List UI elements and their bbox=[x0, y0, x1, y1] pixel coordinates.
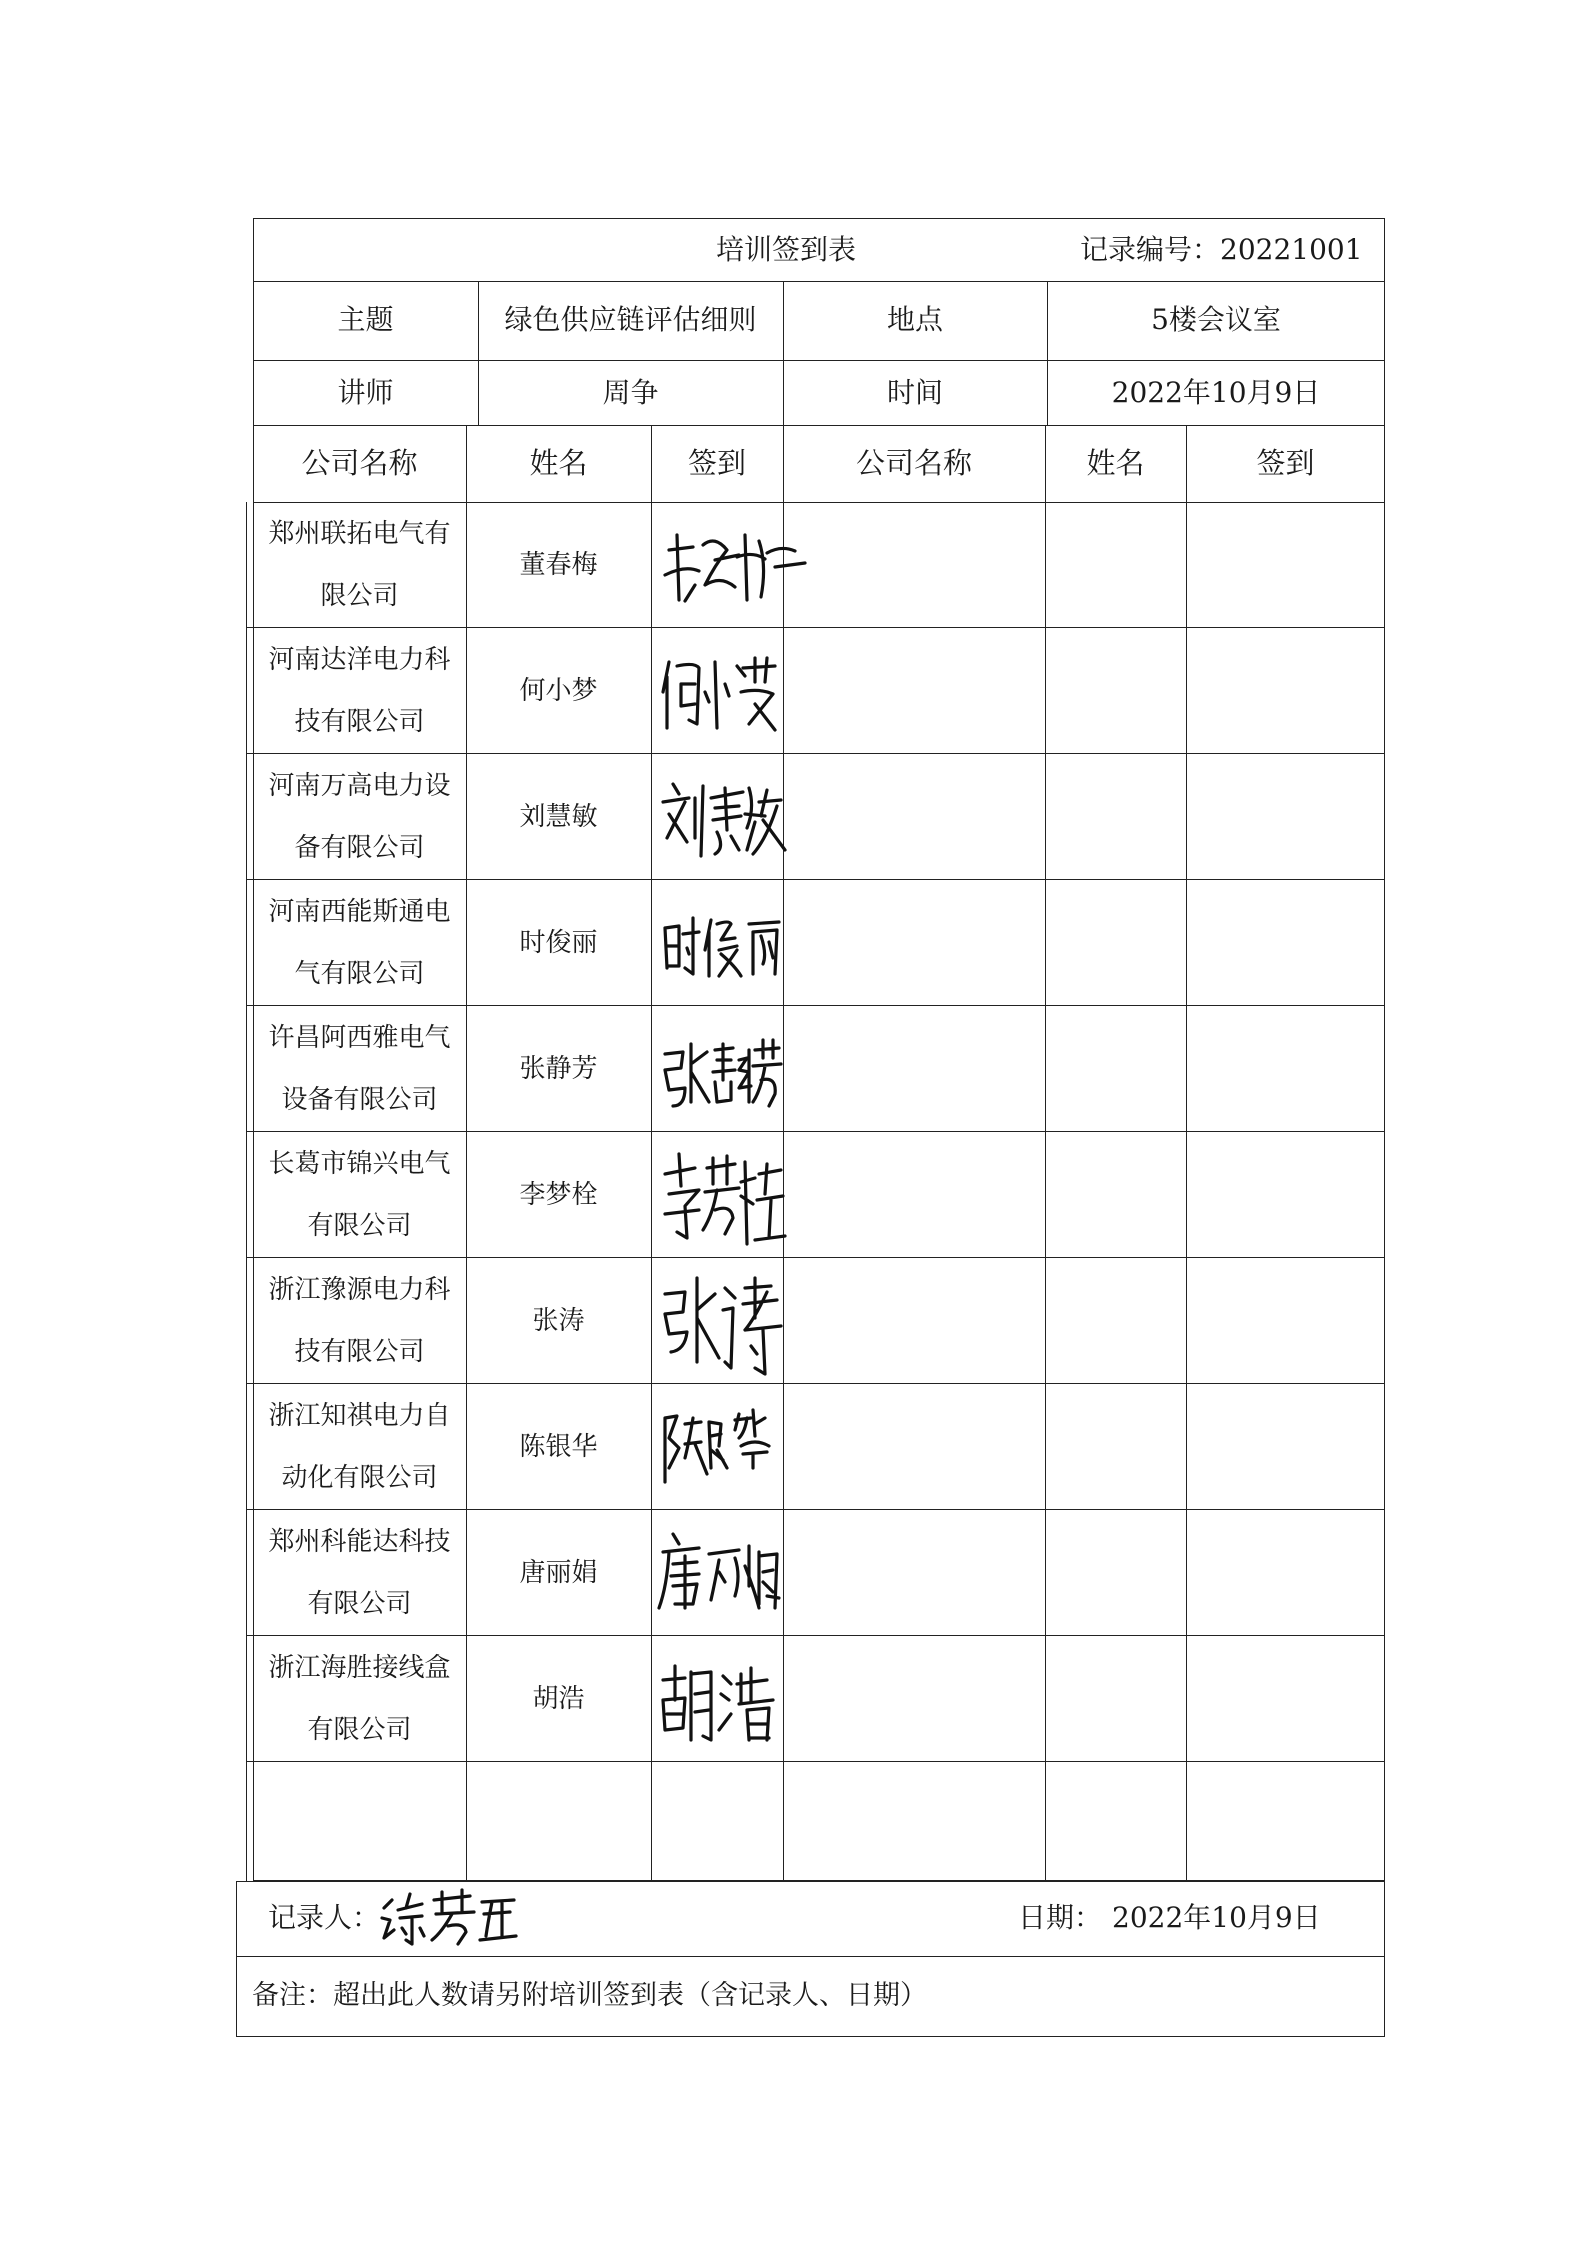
rule bbox=[246, 1509, 1385, 1510]
rule bbox=[246, 627, 1385, 628]
name-cell: 时俊丽 bbox=[519, 928, 598, 958]
rule bbox=[246, 1005, 1385, 1006]
signature-he-xiaomeng bbox=[655, 632, 785, 752]
rule bbox=[246, 1383, 1385, 1384]
signature-li-mengshuan bbox=[655, 1134, 785, 1264]
signature-dong-chunmei bbox=[655, 505, 815, 625]
topic-label: 主题 bbox=[337, 303, 394, 336]
rule bbox=[246, 1635, 1385, 1636]
rule bbox=[236, 1956, 1385, 1957]
rule bbox=[1045, 425, 1046, 1881]
company-cell: 浙江豫源电力科技有限公司 bbox=[268, 1275, 451, 1367]
recorder-label: 记录人： bbox=[268, 1901, 381, 1934]
signature-liu-huimin bbox=[655, 758, 795, 878]
column-header-signature: 签到 bbox=[687, 446, 746, 480]
rule bbox=[651, 425, 652, 1881]
page-title: 培训签到表 bbox=[716, 233, 857, 266]
rule bbox=[246, 879, 1385, 880]
rule bbox=[253, 425, 1385, 426]
rule bbox=[246, 1761, 1385, 1762]
name-cell: 张静芳 bbox=[519, 1054, 598, 1084]
rule bbox=[253, 281, 1385, 282]
rule bbox=[246, 502, 247, 1881]
column-header-company: 公司名称 bbox=[855, 446, 972, 480]
company-cell: 长葛市锦兴电气有限公司 bbox=[268, 1149, 451, 1241]
signature-xu-mengya bbox=[378, 1888, 518, 1948]
name-cell: 董春梅 bbox=[519, 550, 598, 580]
rule bbox=[253, 360, 1385, 361]
signature-shi-junli bbox=[655, 884, 785, 994]
name-cell: 张涛 bbox=[532, 1306, 585, 1336]
date-value: 2022年10月9日 bbox=[1112, 1901, 1321, 1934]
date-label: 日期： bbox=[1018, 1901, 1103, 1934]
location-label: 地点 bbox=[886, 303, 943, 336]
signature-chen-yinhua bbox=[655, 1388, 785, 1508]
column-header-name: 姓名 bbox=[529, 446, 588, 480]
time-label: 时间 bbox=[886, 376, 943, 409]
rule bbox=[246, 753, 1385, 754]
company-cell: 浙江知祺电力自动化有限公司 bbox=[268, 1401, 451, 1493]
rule bbox=[1186, 425, 1187, 1881]
topic-value: 绿色供应链评估细则 bbox=[504, 303, 757, 336]
company-cell: 河南达洋电力科技有限公司 bbox=[268, 645, 451, 737]
name-cell: 陈银华 bbox=[519, 1432, 598, 1462]
name-cell: 胡浩 bbox=[532, 1684, 585, 1714]
name-cell: 何小梦 bbox=[519, 676, 598, 706]
lecturer-value: 周争 bbox=[602, 376, 659, 409]
name-cell: 李梦栓 bbox=[519, 1180, 598, 1210]
company-cell: 河南万高电力设备有限公司 bbox=[268, 771, 451, 863]
signature-tang-lijuan bbox=[655, 1512, 785, 1632]
record-number: 20221001 bbox=[1220, 233, 1363, 266]
location-value: 5楼会议室 bbox=[1151, 303, 1281, 336]
column-header-name: 姓名 bbox=[1086, 446, 1145, 480]
company-cell: 浙江海胜接线盒有限公司 bbox=[268, 1653, 451, 1745]
record-number-label: 记录编号： bbox=[1080, 233, 1221, 266]
time-value: 2022年10月9日 bbox=[1111, 376, 1321, 409]
company-cell: 许昌阿西雅电气设备有限公司 bbox=[268, 1023, 451, 1115]
rule bbox=[246, 1131, 1385, 1132]
company-cell: 河南西能斯通电气有限公司 bbox=[268, 897, 451, 989]
company-cell: 郑州联拓电气有限公司 bbox=[268, 519, 451, 611]
signature-hu-hao bbox=[655, 1644, 785, 1754]
column-header-signature: 签到 bbox=[1256, 446, 1315, 480]
signature-zhang-jingfang bbox=[655, 1010, 785, 1120]
lecturer-label: 讲师 bbox=[337, 376, 394, 409]
company-cell: 郑州科能达科技有限公司 bbox=[268, 1527, 451, 1619]
rule bbox=[466, 425, 467, 1881]
name-cell: 刘慧敏 bbox=[519, 802, 598, 832]
column-header-company: 公司名称 bbox=[301, 446, 418, 480]
name-cell: 唐丽娟 bbox=[519, 1558, 598, 1588]
note-text: 备注：超出此人数请另附培训签到表（含记录人、日期） bbox=[252, 1980, 927, 2011]
signature-zhang-tao bbox=[655, 1258, 785, 1388]
rule bbox=[246, 1257, 1385, 1258]
